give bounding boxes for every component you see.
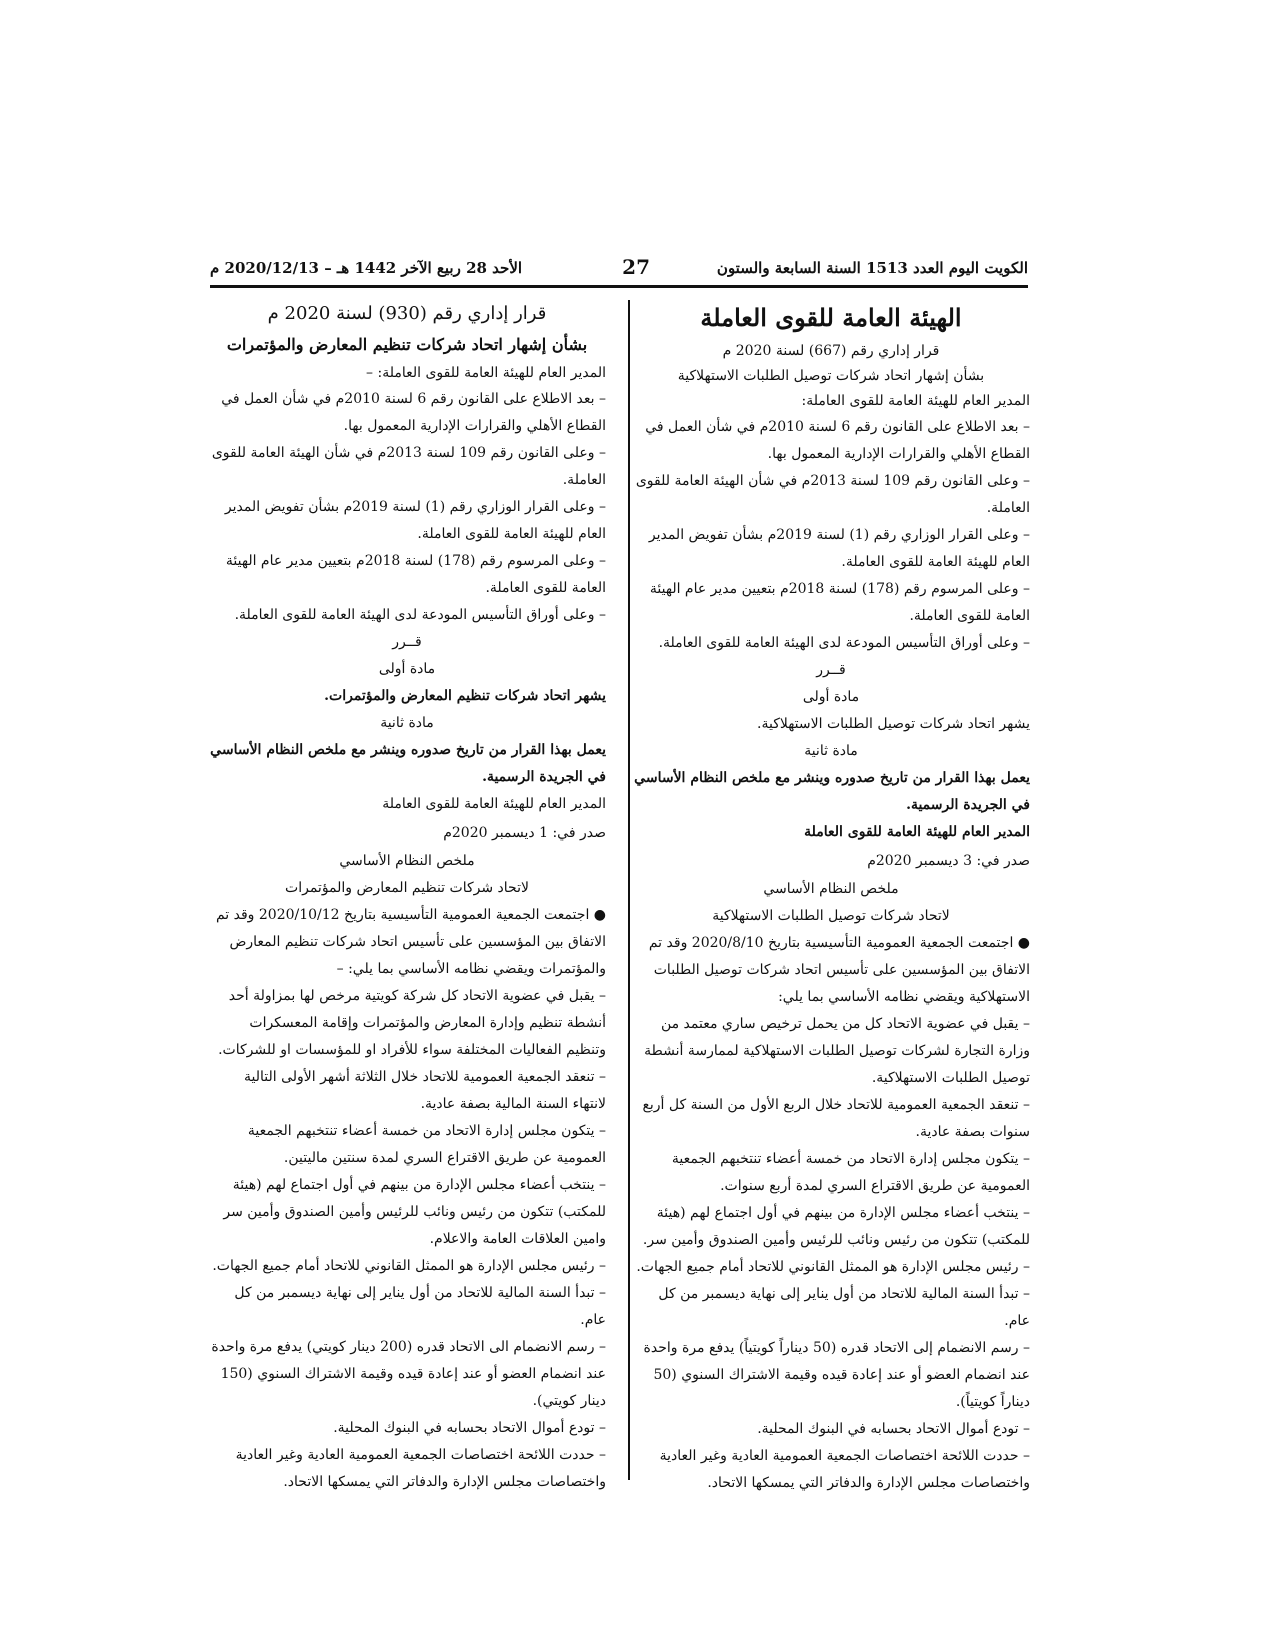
decision-intro: المدير العام للهيئة العامة للقوى العاملة: <box>801 393 1030 409</box>
decision-subject: بشأن إشهار اتحاد شركات توصيل الطلبات الاستهلاكية <box>677 368 985 384</box>
summary-subject: لاتحاد شركات تنظيم المعارض والمؤتمرات <box>285 880 529 896</box>
clause-item: – رسم الانضمام إلى الاتحاد قدره (50 ديناراً كويتياً) يدفع مرة واحدة عند انضمام العضو أو عند إعادة قيده وقيمة الاشتراك السنوي (50 ديناراً كويتياً). <box>643 1340 1030 1410</box>
whereas-item: – وعلى المرسوم رقم (178) لسنة 2018م بتعيين مدير عام الهيئة العامة للقوى العاملة. <box>225 553 606 596</box>
issue-date-line: صدر في: 1 ديسمبر 2020م <box>443 825 606 841</box>
summary-title: ملخص النظام الأساسي <box>339 853 475 869</box>
article-title: مادة أولى <box>378 661 436 677</box>
decision-intro: المدير العام للهيئة العامة للقوى العاملة: – <box>366 365 606 381</box>
whereas-item: – وعلى القانون رقم 109 لسنة 2013م في شأن الهيئة العامة للقوى العاملة. <box>635 473 1030 516</box>
article-title: مادة ثانية <box>804 743 858 759</box>
clause-item: – تنعقد الجمعية العمومية للاتحاد خلال الربع الأول من السنة كل أربع سنوات بصفة عادية. <box>642 1097 1030 1140</box>
article-text: يشهر اتحاد شركات توصيل الطلبات الاستهلاكية. <box>757 716 1030 732</box>
clause-item: – تبدأ السنة المالية للاتحاد من أول يناير إلى نهاية ديسمبر من كل عام. <box>658 1286 1030 1329</box>
issue-date-line: صدر في: 3 ديسمبر 2020م <box>867 853 1030 869</box>
clause-item: – تبدأ السنة المالية للاتحاد من أول يناير إلى نهاية ديسمبر من كل عام. <box>234 1285 606 1328</box>
whereas-item: – بعد الاطلاع على القانون رقم 6 لسنة 2010م في شأن العمل في القطاع الأهلي والقرارات الإدارية المعمول بها. <box>221 391 606 434</box>
right-column <box>632 298 1030 1497</box>
column-divider <box>628 300 630 1480</box>
clause-item: ● اجتمعت الجمعية العمومية التأسيسية بتاريخ 2020/10/12 وقد تم الاتفاق بين المؤسسين على تأسيس اتحاد شركات تنظيم المعارض والمؤتمرات ويقضي نظامه الأساسي بما يلي: – <box>215 907 606 977</box>
article-title: مادة ثانية <box>380 715 434 731</box>
clause-item: ● اجتمعت الجمعية العمومية التأسيسية بتاريخ 2020/8/10 وقد تم الاتفاق بين المؤسسين على تأسيس اتحاد شركات توصيل الطلبات الاستهلاكية ويقضي نظامه الأساسي بما يلي: <box>648 935 1030 1005</box>
clause-item: – يتكون مجلس إدارة الاتحاد من خمسة أعضاء تنتخبهم الجمعية العمومية عن طريق الاقتراع السري لمدة أربع سنوات. <box>671 1151 1030 1194</box>
decision-subject: بشأن إشهار اتحاد شركات تنظيم المعارض والمؤتمرات <box>226 335 588 354</box>
summary-title: ملخص النظام الأساسي <box>763 881 899 897</box>
clause-item: – رسم الانضمام الى الاتحاد قدره (200 دينار كويتي) يدفع مرة واحدة عند انضمام العضو أو عند إعادة قيده وقيمة الاشتراك السنوي (150 دينار كويتي). <box>211 1339 606 1409</box>
whereas-item: – وعلى القرار الوزاري رقم (1) لسنة 2019م بشأن تفويض المدير العام للهيئة العامة للقوى العاملة. <box>648 527 1030 570</box>
decided-heading: قــرر <box>392 634 422 650</box>
article-text: يعمل بهذا القرار من تاريخ صدوره وينشر مع ملخص النظام الأساسي في الجريدة الرسمية. <box>210 742 606 785</box>
clause-item: – حددت اللائحة اختصاصات الجمعية العمومية العادية وغير العادية واختصاصات مجلس الإدارة والدفاتر التي يمسكها الاتحاد. <box>659 1448 1030 1491</box>
article-text: يشهر اتحاد شركات تنظيم المعارض والمؤتمرات. <box>324 688 606 704</box>
clause-item: – تودع أموال الاتحاد بحسابه في البنوك المحلية. <box>757 1421 1030 1437</box>
whereas-item: – وعلى القرار الوزاري رقم (1) لسنة 2019م بشأن تفويض المدير العام للهيئة العامة للقوى العاملة. <box>224 499 606 542</box>
signatory: المدير العام للهيئة العامة للقوى العاملة <box>804 824 1030 840</box>
clause-item: – ينتخب أعضاء مجلس الإدارة من بينهم في أول اجتماع لهم (هيئة للمكتب) تتكون من رئيس ونائب للرئيس وأمين الصندوق وأمين سر وامين العلاقات العامة والاعلام. <box>223 1177 606 1247</box>
whereas-item: – بعد الاطلاع على القانون رقم 6 لسنة 2010م في شأن العمل في القطاع الأهلي والقرارات الإدارية المعمول بها. <box>645 419 1030 462</box>
clause-item: – حددت اللائحة اختصاصات الجمعية العمومية العادية وغير العادية واختصاصات مجلس الإدارة والدفاتر التي يمسكها الاتحاد. <box>235 1447 606 1490</box>
clause-item: – رئيس مجلس الإدارة هو الممثل القانوني للاتحاد أمام جميع الجهات. <box>636 1259 1030 1275</box>
clause-item: – تنعقد الجمعية العمومية للاتحاد خلال الثلاثة أشهر الأولى التالية لانتهاء السنة المالية بصفة عادية. <box>244 1069 606 1112</box>
issue-date: الأحد 28 ربيع الآخر 1442 هـ – 2020/12/13 م <box>210 259 523 277</box>
whereas-item: – وعلى المرسوم رقم (178) لسنة 2018م بتعيين مدير عام الهيئة العامة للقوى العاملة. <box>649 581 1030 624</box>
article-title: مادة أولى <box>802 689 860 705</box>
decision-title: قرار إداري رقم (667) لسنة 2020 م <box>722 343 940 359</box>
summary-subject: لاتحاد شركات توصيل الطلبات الاستهلاكية <box>712 908 950 924</box>
org-title: الهيئة العامة للقوى العاملة <box>700 303 962 332</box>
whereas-item: – وعلى القانون رقم 109 لسنة 2013م في شأن الهيئة العامة للقوى العاملة. <box>211 445 606 488</box>
clause-item: – يقبل في عضوية الاتحاد كل من يحمل ترخيص ساري معتمد من وزارة التجارة لشركات توصيل الطلبات الاستهلاكية لممارسة أنشطة توصيل الطلبات الاستهلاكية. <box>644 1016 1030 1086</box>
clause-item: – رئيس مجلس الإدارة هو الممثل القانوني للاتحاد أمام جميع الجهات. <box>212 1258 606 1274</box>
article-text: يعمل بهذا القرار من تاريخ صدوره وينشر مع ملخص النظام الأساسي في الجريدة الرسمية. <box>634 770 1030 813</box>
decision-title: قرار إداري رقم (930) لسنة 2020 م <box>267 303 547 324</box>
left-column <box>208 298 606 1496</box>
clause-item: – يقبل في عضوية الاتحاد كل شركة كويتية مرخص لها بمزاولة أحد أنشطة تنظيم وإدارة المعارض والمؤتمرات وإقامة المعسكرات وتنظيم الفعاليات المختلفة سواء للأفراد او للمؤسسات او للشركات. <box>218 988 606 1058</box>
whereas-item: – وعلى أوراق التأسيس المودعة لدى الهيئة العامة للقوى العاملة. <box>234 607 606 623</box>
page-number: 27 <box>622 255 650 279</box>
publication-info: الكويت اليوم العدد 1513 السنة السابعة والستون <box>716 259 1028 277</box>
signatory: المدير العام للهيئة العامة للقوى العاملة <box>382 796 606 812</box>
decided-heading: قــرر <box>816 662 846 678</box>
clause-item: – ينتخب أعضاء مجلس الإدارة من بينهم في أول اجتماع لهم (هيئة للمكتب) تتكون من رئيس ونائب للرئيس وأمين الصندوق وأمين سر. <box>642 1205 1030 1248</box>
header-rule <box>210 285 1028 288</box>
page-header <box>210 255 1028 283</box>
clause-item: – يتكون مجلس إدارة الاتحاد من خمسة أعضاء تنتخبهم الجمعية العمومية عن طريق الاقتراع السري لمدة سنتين ماليتين. <box>247 1123 606 1166</box>
whereas-item: – وعلى أوراق التأسيس المودعة لدى الهيئة العامة للقوى العاملة. <box>658 635 1030 651</box>
clause-item: – تودع أموال الاتحاد بحسابه في البنوك المحلية. <box>333 1420 606 1436</box>
